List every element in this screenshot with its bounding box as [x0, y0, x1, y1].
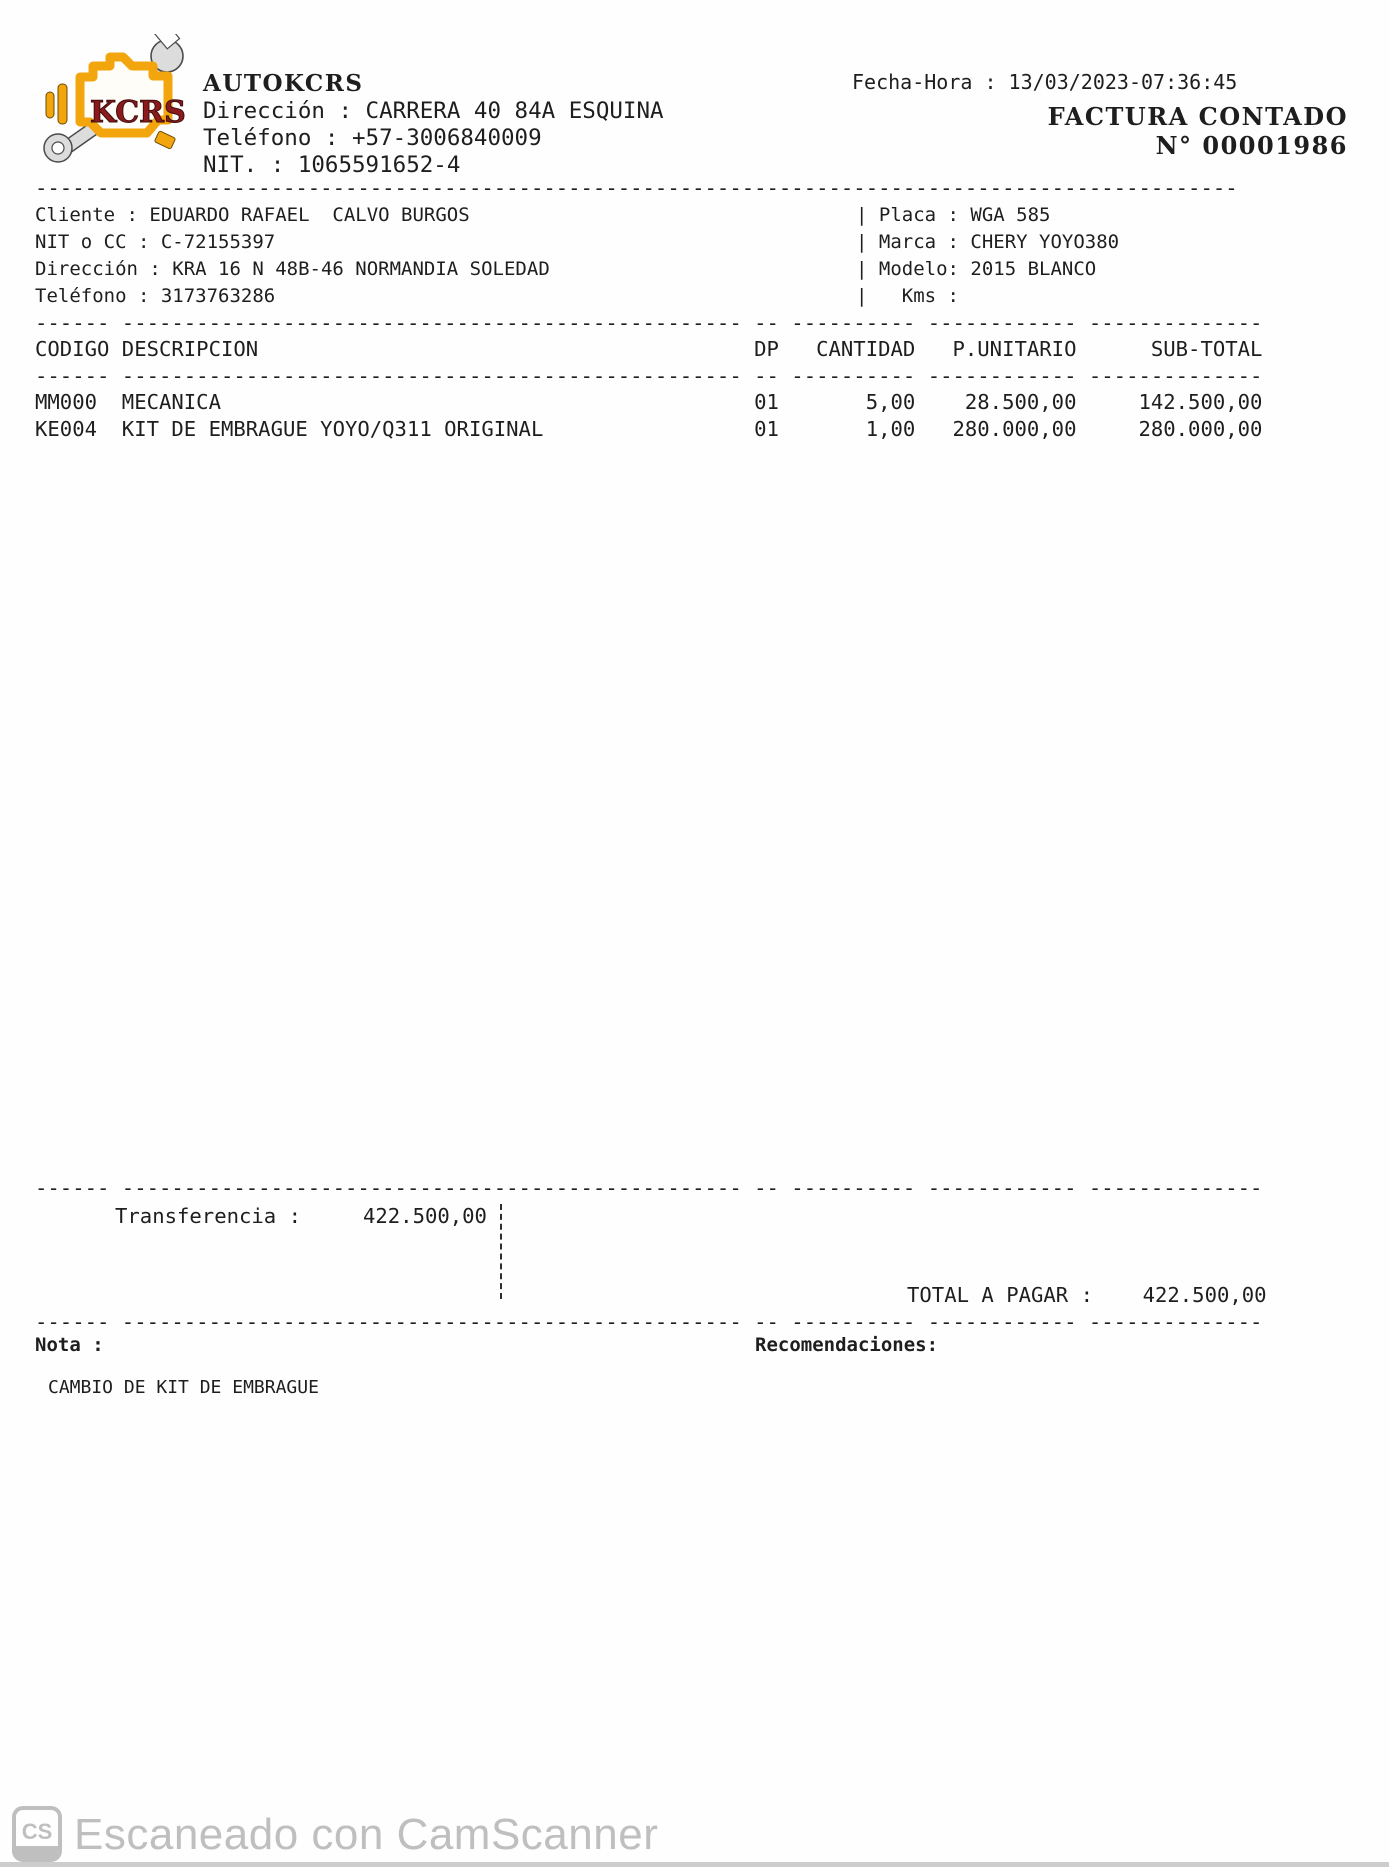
logo-text: KCRS [90, 95, 186, 130]
table-separator: ------ -------------------------------------------------- -- ---------- ------------ -------------- [35, 311, 1263, 335]
company-phone-line: Teléfono : +57-3006840009 [203, 125, 542, 151]
invoice-number: N° 00001986 [1155, 131, 1348, 160]
scan-edge [0, 1862, 1389, 1867]
totals-divider-line [500, 1204, 502, 1299]
vehicle-model-line: | Modelo: 2015 BLANCO [856, 258, 1097, 280]
footer-separator: ------ -------------------------------------------------- -- ---------- ------------ -------------- [35, 1310, 1263, 1334]
camscanner-icon-label: CS [21, 1819, 53, 1844]
invoice-row: KE004 KIT DE EMBRAGUE YOYO/Q311 ORIGINAL 01 1,00 280.000,00 280.000,00 [35, 417, 1263, 441]
client-address-line: Dirección : KRA 16 N 48B-46 NORMANDIA SOLEDAD [35, 258, 550, 280]
client-name-line: Cliente : EDUARDO RAFAEL CALVO BURGOS [35, 204, 470, 226]
camscanner-watermark-text: Escaneado con CamScanner [74, 1810, 659, 1859]
invoice-row: MM000 MECANICA 01 5,00 28.500,00 142.500,00 [35, 390, 1263, 414]
company-nit-line: NIT. : 1065591652-4 [203, 152, 461, 178]
vehicle-plate-line: | Placa : WGA 585 [856, 204, 1051, 226]
table-separator: ------ -------------------------------------------------- -- ---------- ------------ -------------- [35, 364, 1263, 388]
company-address-line: Dirección : CARRERA 40 84A ESQUINA [203, 98, 664, 124]
nota-text: CAMBIO DE KIT DE EMBRAGUE [48, 1377, 319, 1398]
client-phone-line: Teléfono : 3173763286 [35, 285, 276, 307]
company-name: AUTOKCRS [203, 70, 364, 97]
total-due-line: TOTAL A PAGAR : 422.500,00 [907, 1283, 1267, 1307]
vehicle-brand-line: | Marca : CHERY YOYO380 [856, 231, 1120, 253]
nota-label: Nota : [35, 1334, 104, 1356]
invoice-type: FACTURA CONTADO [1047, 102, 1348, 131]
table-header-row: CODIGO DESCRIPCION DP CANTIDAD P.UNITARIO SUB-TOTAL [35, 337, 1263, 361]
shop-logo [28, 34, 198, 164]
camscanner-icon [12, 1806, 62, 1862]
separator: ------------------------------------------------------------------------------------------------- [35, 176, 1238, 200]
totals-separator: ------ -------------------------------------------------- -- ---------- ------------ -------------- [35, 1176, 1263, 1200]
client-id-line: NIT o CC : C-72155397 [35, 231, 276, 253]
vehicle-kms-line: | Kms : [856, 285, 959, 307]
recomendaciones-label: Recomendaciones: [755, 1334, 939, 1356]
invoice-datetime: Fecha-Hora : 13/03/2023-07:36:45 [852, 70, 1238, 94]
payment-method-line: Transferencia : 422.500,00 [115, 1204, 487, 1228]
